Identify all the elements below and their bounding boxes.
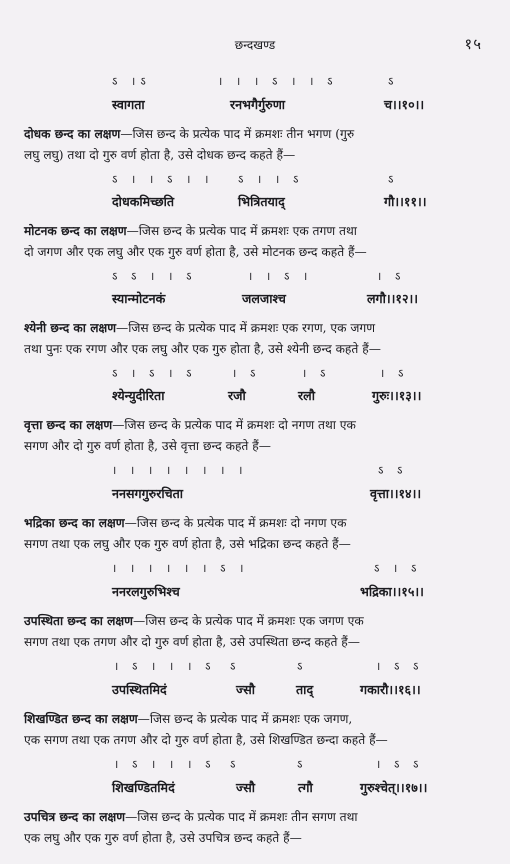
verse-text: स्वागता: [112, 97, 145, 112]
page-number: १५: [464, 35, 482, 53]
definition-line: [24, 612, 364, 629]
verse-text: त्गौ: [298, 780, 313, 795]
verse-text: ताद्: [296, 682, 314, 697]
definition-term: मोटनक छन्द का लक्षण: [24, 224, 127, 238]
definition-line: [24, 710, 352, 727]
meter-marks: । । । । । । ऽ ।: [112, 561, 249, 575]
definition-term: श्येनी छन्द का लक्षण: [24, 321, 117, 335]
verse-text: ज्सौ: [236, 780, 255, 795]
verse-text: दोधकमिच्छति: [112, 194, 175, 209]
verse-text: रलौ: [298, 388, 315, 403]
definition-term: उपचित्र छन्द का लक्षण: [24, 810, 126, 824]
verse-text: वृत्ता।।१४।।: [370, 486, 422, 501]
verse-text: रजौ: [228, 388, 246, 403]
definition-term: शिखण्डित छन्द का लक्षण: [24, 712, 138, 726]
verse-text: भित्रितयाद्: [238, 194, 285, 209]
verse-text: गुरुः।।१३।।: [372, 388, 422, 403]
meter-marks: ऽ । ऽ । ऽ: [112, 366, 197, 380]
meter-marks: । ऽ: [232, 366, 261, 380]
verse-text: श्येन्युदीरिता: [112, 388, 165, 403]
meter-marks: ऽ ऽ: [378, 463, 408, 477]
meter-marks: । ऽ: [302, 366, 331, 380]
running-title: छन्दखण्ड: [234, 38, 276, 52]
definition-line: [24, 416, 356, 433]
verse-text: स्यान्मोटनकं: [112, 291, 166, 306]
meter-marks: ऽ: [388, 74, 399, 88]
definition-line: सगण तथा एक लघु और एक गुरु वर्ण होता है, उसे भद्रिका छन्द कहते हैं—: [24, 537, 351, 551]
definition-text: —जिस छन्द के प्रत्येक पाद में क्रमशः तीन सगण तथा: [125, 810, 358, 824]
meter-marks: ऽ: [230, 659, 241, 673]
definition-term: दोधक छन्द का लक्षण: [24, 127, 121, 141]
definition-line: [24, 125, 354, 142]
verse-text: रनभगैर्गुरुणा: [230, 97, 286, 112]
meter-marks: ऽ ।ऽ: [112, 74, 151, 88]
meter-marks: । । । । । । । ।: [112, 463, 248, 477]
definition-line: सगण और दो गुरु वर्ण होता है, उसे वृत्ता छन्द कहते हैं—: [24, 439, 271, 453]
verse-text: उपस्थितमिदं: [112, 682, 167, 697]
verse-text: भद्रिका।।१५।।: [360, 584, 424, 599]
definition-text: —जिस छन्द के प्रत्येक पाद में क्रमशः एक जगण एक: [133, 614, 364, 628]
definition-term: उपस्थिता छन्द का लक्षण: [24, 614, 133, 628]
meter-marks: ऽ: [230, 757, 241, 771]
definition-line: लघु लघु) तथा दो गुरु वर्ण होता है, उसे दोधक छन्द कहते हैं—: [24, 148, 296, 162]
definition-text: —जिस छन्द के प्रत्येक पाद में क्रमशः एक रगण, एक जगण: [116, 321, 376, 335]
meter-marks: । ऽ: [377, 269, 406, 283]
meter-marks: । ऽ । । । ऽ: [114, 757, 216, 771]
meter-marks: ऽ । । ऽ: [238, 172, 304, 186]
definition-line: दो जगण और एक लघु और एक गुरु वर्ण होता है, उसे मोटनक छन्द कहते हैं—: [24, 245, 367, 259]
verse-text: शिखण्डितमिदं: [112, 780, 175, 795]
meter-marks: । ऽ: [380, 366, 409, 380]
definition-text: —जिस छन्द के प्रत्येक पाद में क्रमशः एक तगण तथा: [126, 224, 357, 238]
verse-text: च।।१०।।: [384, 97, 425, 112]
definition-line: [24, 222, 357, 239]
verse-text: लगौ।।१२।।: [367, 291, 419, 306]
meter-marks: ऽ ऽ । । ऽ: [112, 269, 197, 283]
definition-text: —जिस छन्द के प्रत्येक पाद में क्रमशः दो नगण एक: [124, 516, 347, 530]
meter-marks: । ऽ ऽ: [376, 757, 424, 771]
meter-marks: ऽ । ऽ: [374, 561, 422, 575]
definition-text: —जिस छन्द के प्रत्येक पाद में क्रमशः दो नगण तथा एक: [112, 418, 356, 432]
page-header: [0, 36, 510, 54]
meter-marks: । ऽ । । । ऽ: [114, 659, 216, 673]
meter-marks: । । । ऽ । । ऽ: [218, 74, 338, 88]
definition-line: तथा पुनः एक रगण और एक लघु और एक गुरु होता है, उसे श्येनी छन्द कहते हैं—: [24, 342, 381, 356]
verse-text: ननरलगुरुभिश्च: [112, 584, 180, 599]
verse-text: गकारौ।।१६।।: [360, 682, 421, 697]
meter-marks: ऽ । । ऽ । ।: [112, 172, 214, 186]
definition-term: भद्रिका छन्द का लक्षण: [24, 516, 125, 530]
definition-text: —जिस छन्द के प्रत्येक पाद में क्रमशः तीन भगण (गुरु: [120, 127, 355, 141]
definition-line: [24, 808, 358, 825]
verse-text: गुरुश्चेत्।।१७।।: [360, 780, 428, 795]
definition-term: वृत्ता छन्द का लक्षण: [24, 418, 113, 432]
definition-line: सगण तथा एक तगण और दो गुरु वर्ण होता है, उसे उपस्थिता छन्द कहते हैं—: [24, 635, 360, 649]
verse-text: गौ।।११।।: [384, 194, 427, 209]
meter-marks: ऽ: [388, 172, 399, 186]
definition-line: [24, 319, 375, 336]
verse-text: जलजाश्च: [242, 291, 286, 306]
definition-line: [24, 514, 347, 531]
definition-text: —जिस छन्द के प्रत्येक पाद में क्रमशः एक जगण,: [137, 712, 353, 726]
meter-marks: । । ऽ ।: [248, 269, 313, 283]
verse-text: ज्सौ: [236, 682, 255, 697]
meter-marks: । ऽ ऽ: [376, 659, 424, 673]
definition-line: एक लघु और एक गुरु वर्ण होता है, उसे उपचित्र छन्द कहते हैं—: [24, 831, 302, 845]
meter-marks: ऽ: [297, 757, 308, 771]
meter-marks: ऽ: [297, 659, 308, 673]
verse-text: ननसगगुरुरचिता: [112, 486, 184, 501]
definition-line: एक सगण तथा एक तगण और दो गुरु वर्ण होता है, उसे शिखण्डित छन्दा कहते हैं—: [24, 733, 388, 747]
